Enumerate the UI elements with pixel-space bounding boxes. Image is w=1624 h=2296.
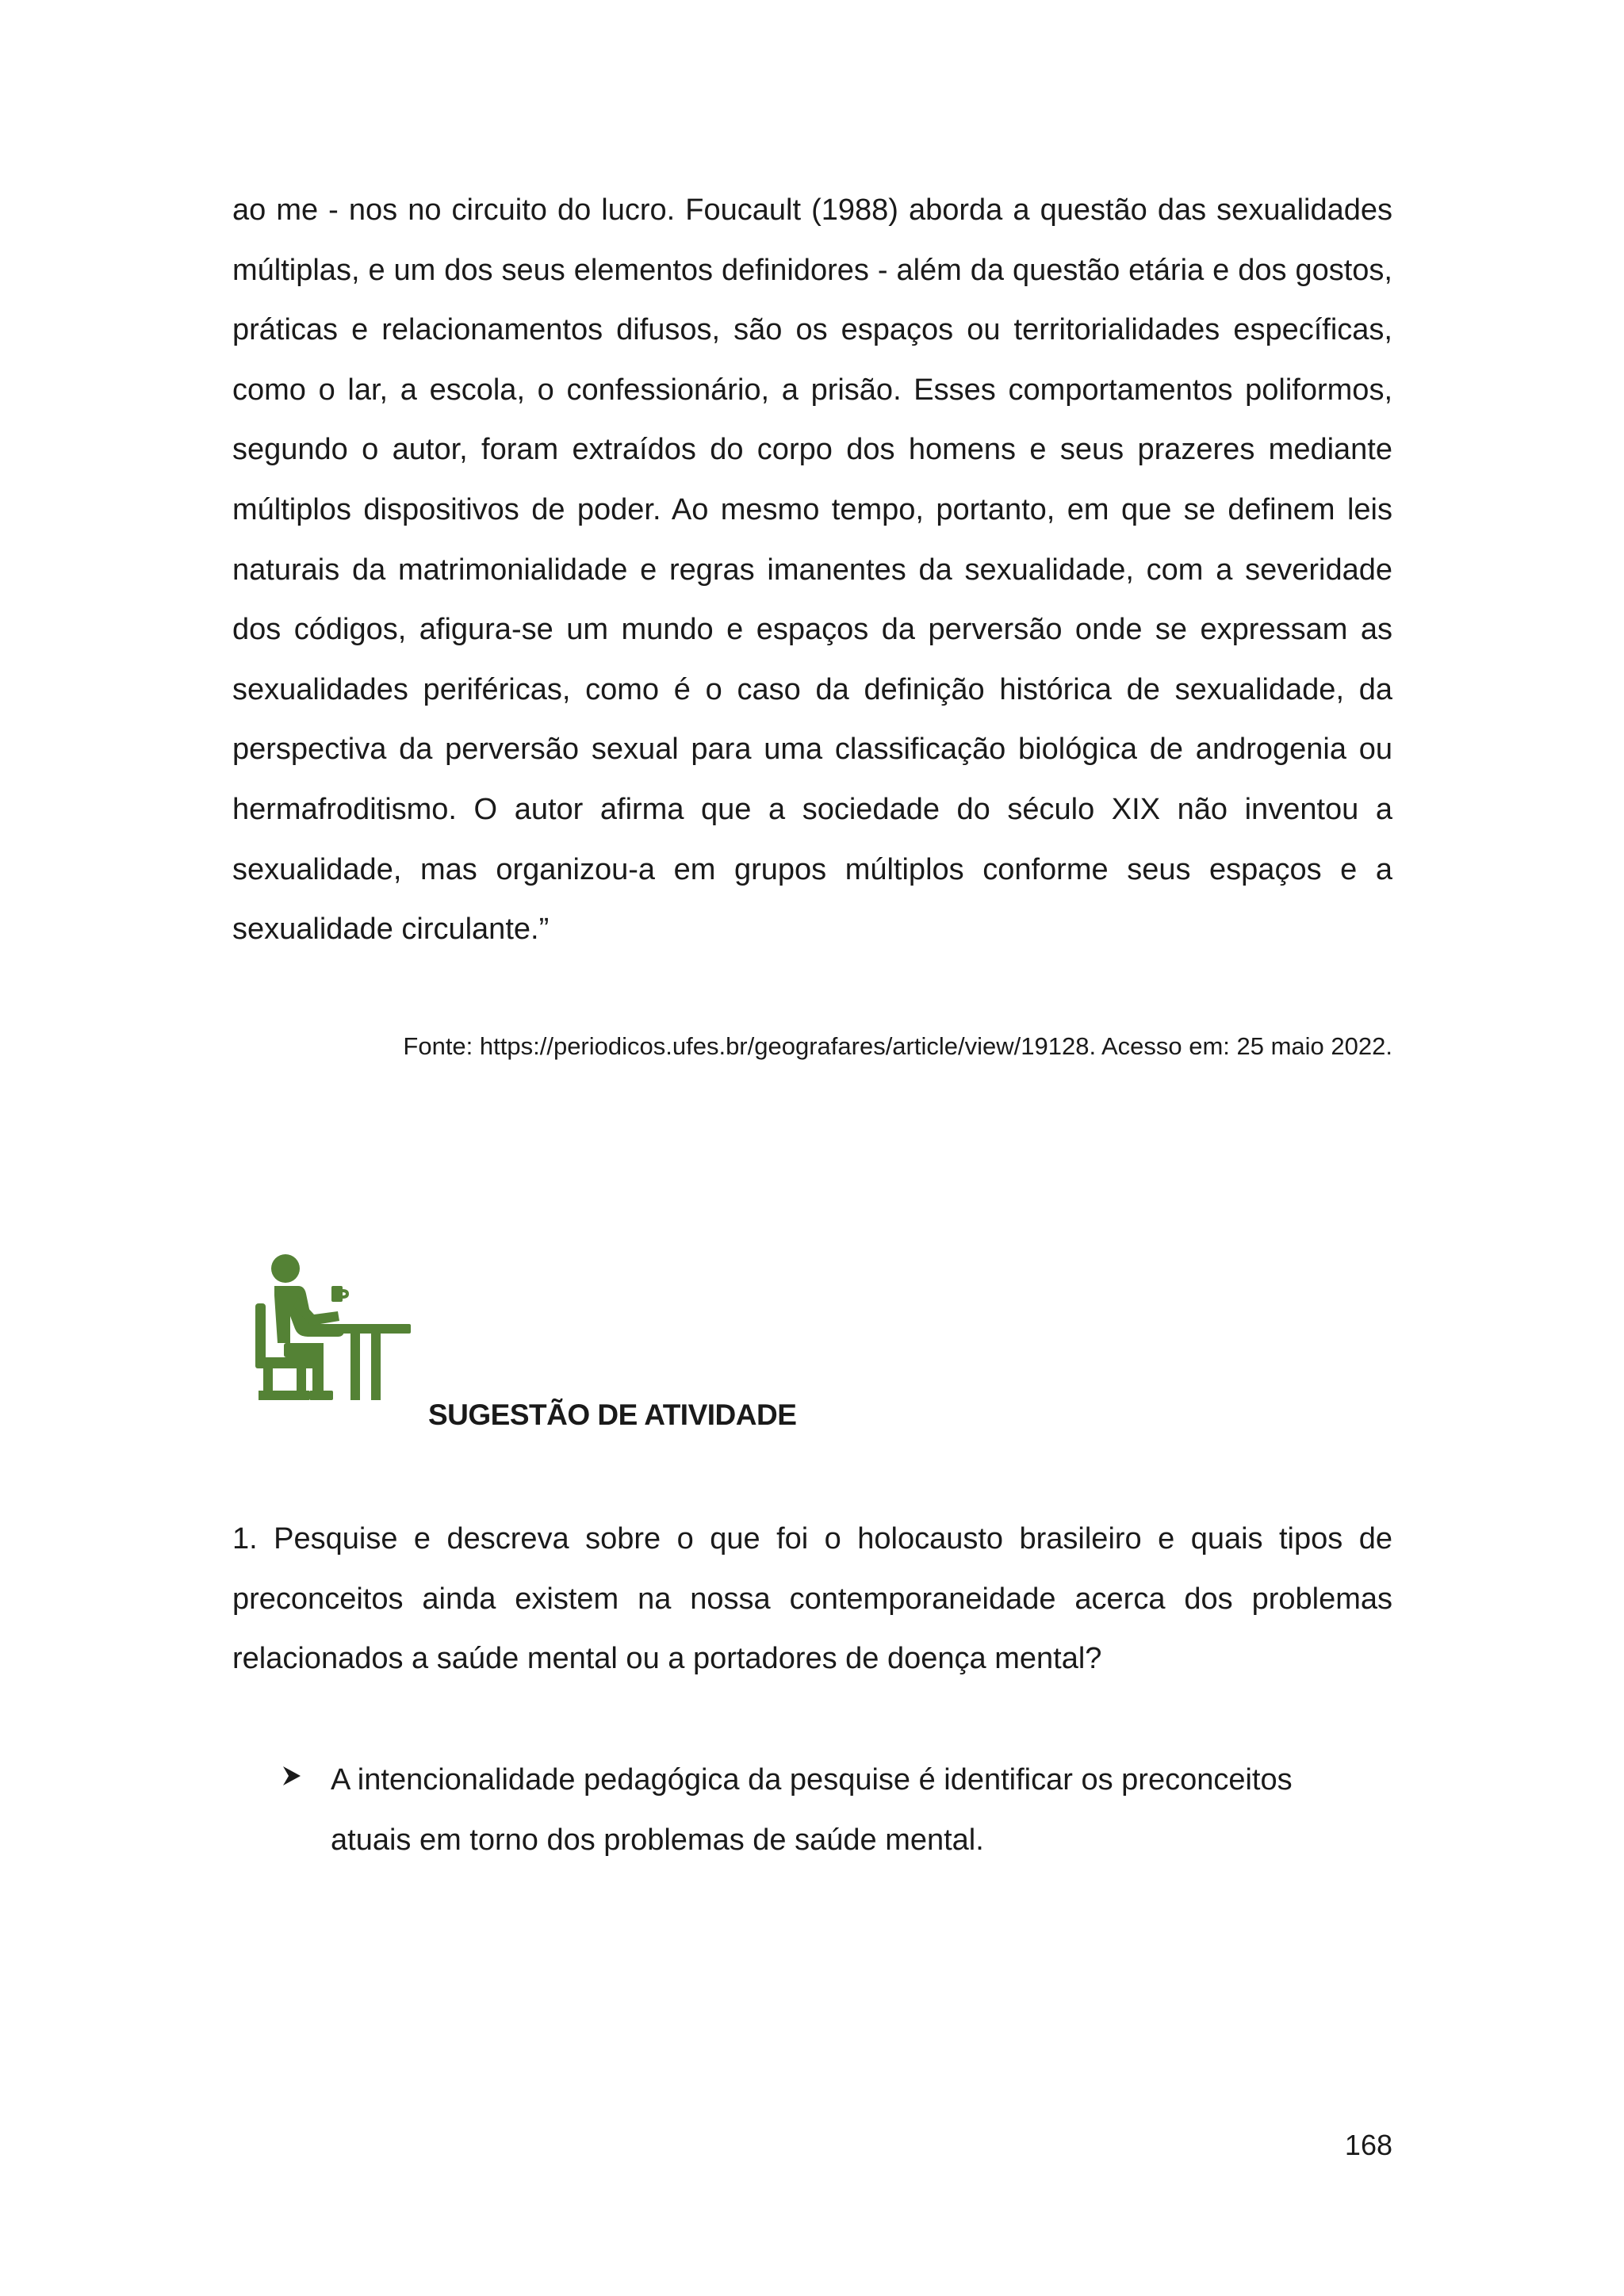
bullet-text: A intencionalidade pedagógica da pesquise é identificar os preconceitos atuais em torno dos problemas de saúde mental. <box>331 1763 1293 1857</box>
person-at-desk-icon <box>252 1251 411 1402</box>
activity-question: 1. Pesquise e descreva sobre o que foi o holocausto brasileiro e quais tipos de preconceitos ainda existem na nossa contemporaneidade acerca dos problemas relacionados a saúde mental ou a portadores de doença mental? <box>232 1522 1392 1676</box>
body-paragraph: ao me - nos no circuito do lucro. Foucault (1988) aborda a questão das sexualidades múltiplas, e um dos seus elementos definidores - além da questão etária e dos gostos, práticas e relacionamentos difusos, são os espaços ou territorialidades específicas, como o lar, a escola, o confessionário, a prisão. Esses comportamentos poliformos, segundo o autor, foram extraídos do corpo dos homens e seus prazeres mediante múltiplos dispositivos de poder. Ao mesmo tempo, portanto, em que se definem leis naturais da matrimonialidade e regras imanentes da sexualidade, com a severidade dos códigos, afigura-se um mundo e espaços da perversão onde se expressam as sexualidades periféricas, como é o caso da definição histórica de sexualidade, da perspectiva da perversão sexual para uma classificação biológica de androgenia ou hermafroditismo. O autor afirma que a sociedade do século XIX não inventou a sexualidade, mas organizou-a em grupos múltiplos conforme seus espaços e a sexualidade circulante.” <box>232 193 1392 947</box>
page-number: 168 <box>1344 2129 1392 2161</box>
source-note: Fonte: https://periodicos.ufes.br/geografares/article/view/19128. Acesso em: 25 maio 2022. <box>403 1032 1392 1060</box>
arrow-bullet-icon <box>282 1765 302 1787</box>
activity-title: SUGESTÃO DE ATIVIDADE <box>428 1399 797 1431</box>
